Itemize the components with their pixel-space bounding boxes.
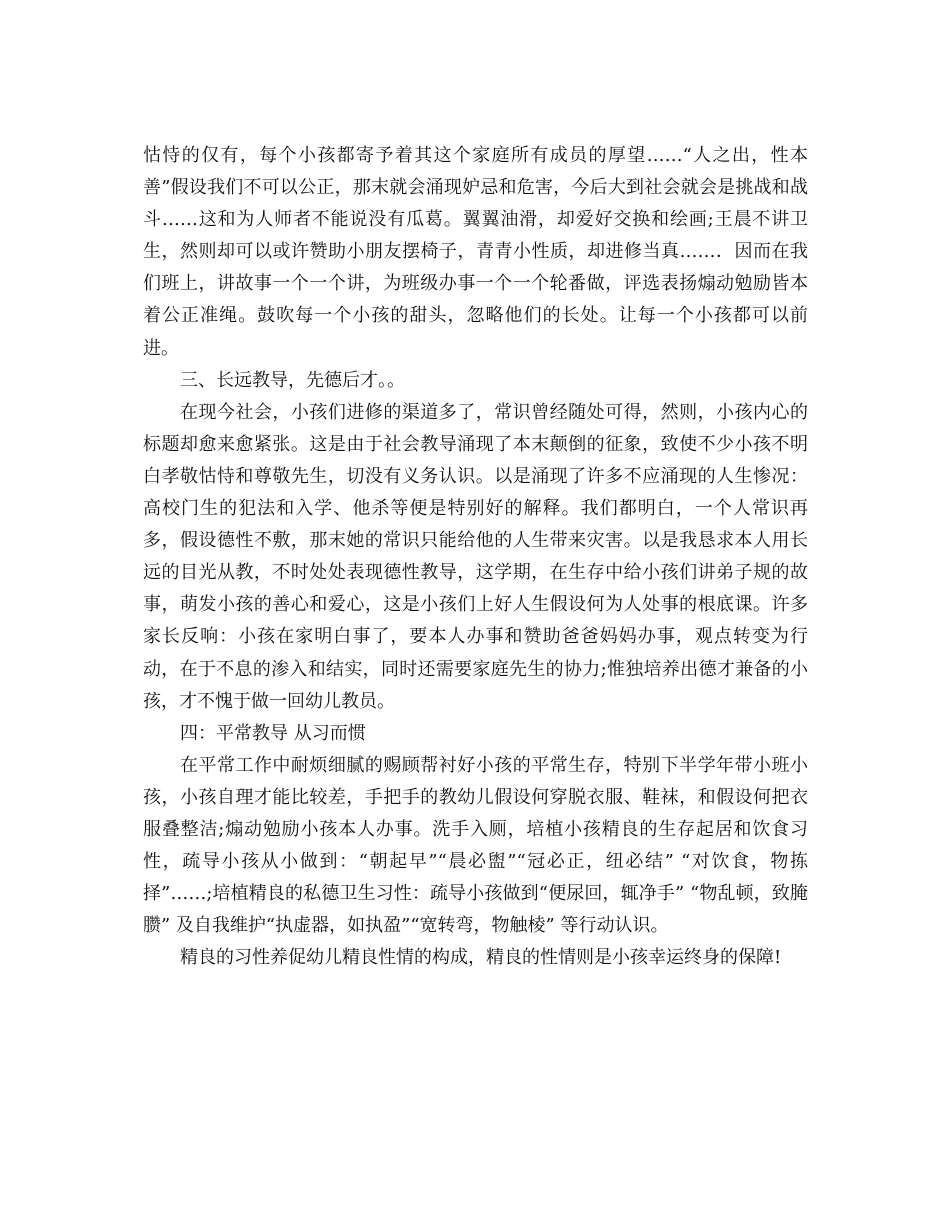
- paragraph-conclusion: 精良的习性养促幼儿精良性情的构成，精良的性情则是小孩幸运终身的保障!: [180, 947, 782, 969]
- section-heading-4: 四：平常教导 从习而惯: [180, 722, 366, 744]
- paragraph-moral-education: 在现今社会，小孩们进修的渠道多了，常识曾经随处可得，然则，小孩内心的标题却愈来愈紧张。这是由于社会教导涌现了本末颠倒的征象，致使不少小孩不明白孝敬怙恃和尊敬先生，切没有义务认识。以是涌现了许多不应涌现的人生惨况：高校门生的犯法和入学、他杀等便是特别好的解释。我们都明白，一个人常识再多，假设德性不敷，那末她的常识只能给他的人生带来灾害。以是我恳求本人用长远的目光从教，不时处处表现德性教导，这学期，在生存中给小孩们讲弟子规的故事，萌发小孩的善心和爱心，这是小孩们上好人生假设何为人处事的根底课。许多家长反响：小孩在家明白事了，要本人办事和赞助爸爸妈妈办事，观点转变为行动，在于不息的渗入和结实，同时还需要家庭先生的协力;惟独培养出德才兼备的小孩，才不愧于做一回幼儿教员。: [143, 401, 808, 712]
- section-heading-3: 三、长远教导，先德后才。。: [180, 369, 405, 391]
- document-body: [143, 140, 808, 974]
- paragraph-fairness: 怙恃的仅有，每个小孩都寄予着其这个家庭所有成员的厚望……“人之出，性本善”假设我们不可以公正，那末就会涌现妒忌和危害，今后大到社会就会是挑战和战斗……这和为人师者不能说没有瓜葛。翼翼油滑，却爱好交换和绘画;王晨不讲卫生，然则却可以或许赞助小朋友摆椅子，青青小性质，却进修当真……．因而在我们班上，讲故事一个一个讲，为班级办事一个一个轮番做，评选表扬煽动勉励皆本着公正准绳。鼓吹每一个小孩的甜头，忽略他们的长处。让每一个小孩都可以前进。: [143, 145, 808, 359]
- paragraph-daily-habits: 在平常工作中耐烦细腻的赐顾帮衬好小孩的平常生存，特别下半学年带小班小孩，小孩自理才能比较差，手把手的教幼儿假设何穿脱衣服、鞋袜，和假设何把衣服叠整洁;煽动勉励小孩本人办事。洗手入厕，培植小孩精良的生存起居和饮食习性，疏导小孩从小做到：“朝起早”“晨必盥”“冠必正，纽必结” “对饮食，物拣择”……;培植精良的私德卫生习性：疏导小孩做到“便尿回，辄净手” “物乱顿，致腌臜” 及自我维护“执虚器，如执盈”“宽转弯，物触棱” 等行动认识。: [143, 754, 808, 937]
